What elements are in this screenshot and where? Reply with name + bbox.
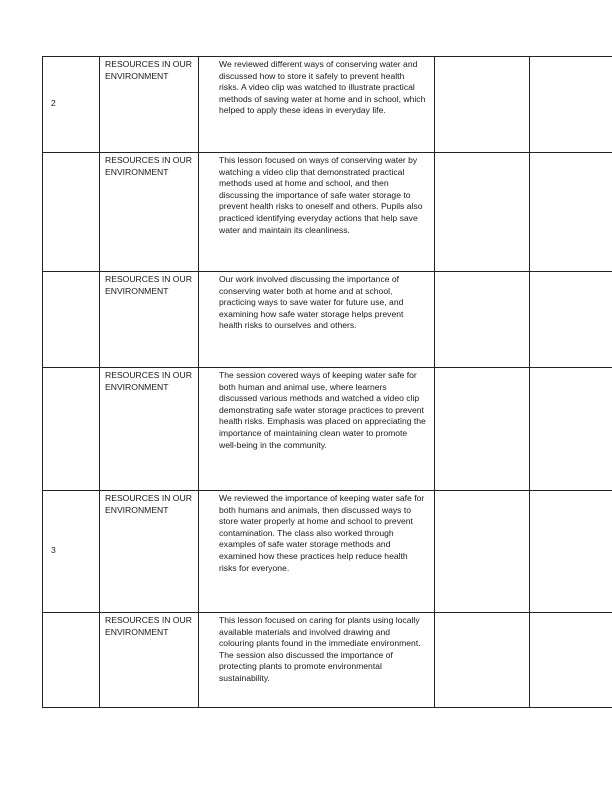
table-row [43, 368, 612, 491]
description-cell [199, 368, 435, 491]
empty-cell [435, 368, 530, 491]
empty-cell [435, 57, 530, 153]
empty-cell [530, 613, 612, 708]
week-cell [43, 57, 100, 153]
week-cell [43, 491, 100, 613]
week-cell [43, 368, 100, 491]
lesson-description: The session covered ways of keeping water safe for both human and animal use, where learners discussed various methods and watched a video clip demonstrating safe water storage practices to prevent health risks. Emphasis was placed on appreciating the importance of maintaining clean water to promote well-being in the community. [219, 370, 426, 450]
lesson-description: This lesson focused on caring for plants using locally available materials and involved drawing and colouring plants found in the immediate environment. The session also discussed the importance of protecting plants to promote environmental sustainability. [219, 615, 421, 683]
week-number: 3 [51, 544, 56, 555]
week-number: 2 [51, 97, 56, 108]
lesson-description: We reviewed the importance of keeping water safe for both humans and animals, then discussed ways to store water properly at home and school to prevent contamination. The class also worked through examples of safe water storage methods and examined how these practices help reduce health risks for everyone. [219, 493, 425, 573]
description-cell [199, 272, 435, 368]
strand-label: RESOURCES IN OUR ENVIRONMENT [105, 59, 192, 81]
strand-label: RESOURCES IN OUR ENVIRONMENT [105, 615, 192, 637]
empty-cell [530, 153, 612, 272]
strand-label: RESOURCES IN OUR ENVIRONMENT [105, 274, 192, 296]
empty-cell [435, 153, 530, 272]
lesson-record-table [42, 56, 612, 708]
empty-cell [530, 57, 612, 153]
table-row [43, 272, 612, 368]
week-cell [43, 272, 100, 368]
description-cell [199, 153, 435, 272]
lesson-description: Our work involved discussing the importance of conserving water both at home and at school, practicing ways to save water for future use, and examining how safe water storage helps prevent health risks to ourselves and others. [219, 274, 404, 331]
empty-cell [530, 368, 612, 491]
strand-cell [100, 57, 199, 153]
strand-label: RESOURCES IN OUR ENVIRONMENT [105, 155, 192, 177]
strand-label: RESOURCES IN OUR ENVIRONMENT [105, 493, 192, 515]
empty-cell [530, 491, 612, 613]
week-cell [43, 613, 100, 708]
empty-cell [435, 272, 530, 368]
strand-cell [100, 368, 199, 491]
strand-label: RESOURCES IN OUR ENVIRONMENT [105, 370, 192, 392]
lesson-description: This lesson focused on ways of conserving water by watching a video clip that demonstrated practical methods used at home and school, and then discussing the importance of safe water storage to prevent health risks to oneself and others. Pupils also practiced identifying everyday actions that help save water and maintain its cleanliness. [219, 155, 423, 235]
empty-cell [530, 272, 612, 368]
table-row [43, 613, 612, 708]
lesson-description: We reviewed different ways of conserving water and discussed how to store it safely to prevent health risks. A video clip was watched to illustrate practical methods of saving water at home and in school, which helped to apply these ideas in everyday life. [219, 59, 426, 116]
table-row [43, 57, 612, 153]
strand-cell [100, 491, 199, 613]
description-cell [199, 57, 435, 153]
table-row [43, 153, 612, 272]
table-row [43, 491, 612, 613]
empty-cell [435, 491, 530, 613]
strand-cell [100, 272, 199, 368]
strand-cell [100, 613, 199, 708]
empty-cell [435, 613, 530, 708]
description-cell [199, 491, 435, 613]
description-cell [199, 613, 435, 708]
week-cell [43, 153, 100, 272]
strand-cell [100, 153, 199, 272]
